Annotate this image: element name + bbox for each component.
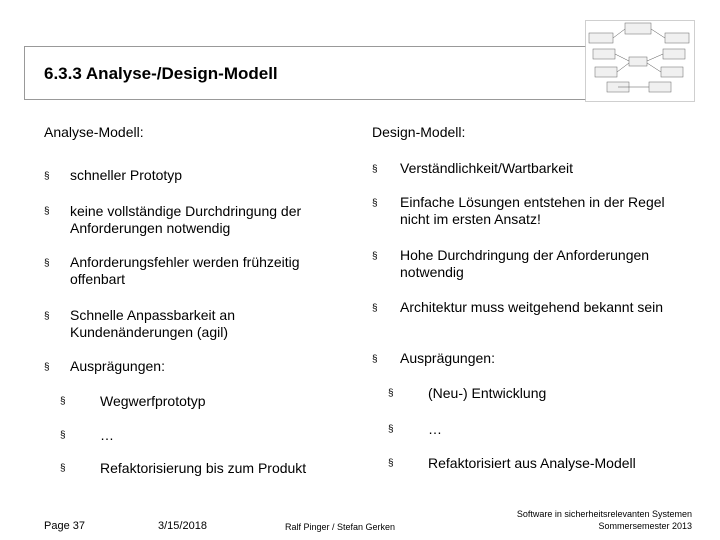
bullet-icon: §	[60, 430, 66, 441]
diagram-box	[625, 23, 651, 34]
bullet-icon: §	[388, 424, 394, 435]
bullet-icon: §	[44, 362, 50, 373]
analyse-item: Ausprägungen:	[70, 358, 165, 374]
diagram-box	[649, 82, 671, 92]
design-item: Einfache Lösungen entstehen in der Regel nicht im ersten Ansatz!	[400, 194, 665, 227]
footer-course	[462, 508, 692, 532]
bullet-icon: §	[372, 164, 378, 175]
slide-title: 6.3.3 Analyse-/Design-Modell	[44, 64, 278, 83]
bullet-icon: §	[60, 463, 66, 474]
analyse-subitem: Refaktorisierung bis zum Produkt	[100, 460, 307, 476]
bullet-icon: §	[60, 396, 66, 407]
footer-course-semester: Sommersemester 2013	[598, 521, 692, 531]
diagram-box	[629, 57, 647, 66]
bullet-icon: §	[388, 388, 394, 399]
design-subitem: …	[428, 421, 442, 437]
diagram-box	[589, 33, 613, 43]
bullet-icon: §	[44, 206, 50, 217]
design-item: Verständlichkeit/Wartbarkeit	[400, 160, 573, 176]
bullet-icon: §	[372, 251, 378, 262]
process-diagram-thumbnail	[585, 20, 695, 102]
diagram-box	[663, 49, 685, 59]
design-heading: Design-Modell:	[372, 124, 466, 140]
design-subitem: Refaktorisiert aus Analyse-Modell	[428, 455, 636, 471]
analyse-item: keine vollständige Durchdringung der Anforderungen notwendig	[70, 203, 302, 236]
footer-date: 3/15/2018	[158, 520, 207, 532]
analyse-item: Schnelle Anpassbarkeit an Kundenänderungen (agil)	[70, 307, 235, 340]
analyse-subitem: Wegwerfprototyp	[100, 393, 206, 409]
bullet-icon: §	[44, 258, 50, 269]
footer-course-title: Software in sicherheitsrelevanten Systemen	[516, 509, 692, 519]
analyse-item: schneller Prototyp	[70, 167, 183, 183]
design-item: Hohe Durchdringung der Anforderungen notwendig	[400, 247, 650, 280]
bullet-icon: §	[372, 198, 378, 209]
diagram-box	[661, 67, 683, 77]
footer-page-number: Page 37	[44, 520, 85, 532]
design-item: Architektur muss weitgehend bekannt sein	[400, 299, 664, 315]
diagram-box	[593, 49, 615, 59]
analyse-item: Anforderungsfehler werden frühzeitig offenbart	[70, 254, 300, 287]
diagram-box	[665, 33, 689, 43]
design-item: Ausprägungen:	[400, 350, 495, 366]
bullet-icon: §	[372, 303, 378, 314]
bullet-icon: §	[388, 458, 394, 469]
diagram-box	[595, 67, 617, 77]
bullet-icon: §	[372, 354, 378, 365]
bullet-icon: §	[44, 311, 50, 322]
analyse-subitem: …	[100, 427, 114, 443]
analyse-heading: Analyse-Modell:	[44, 124, 144, 140]
footer-authors: Ralf Pinger / Stefan Gerken	[285, 522, 396, 532]
design-subitem: (Neu-) Entwicklung	[428, 385, 547, 401]
bullet-icon: §	[44, 171, 50, 182]
